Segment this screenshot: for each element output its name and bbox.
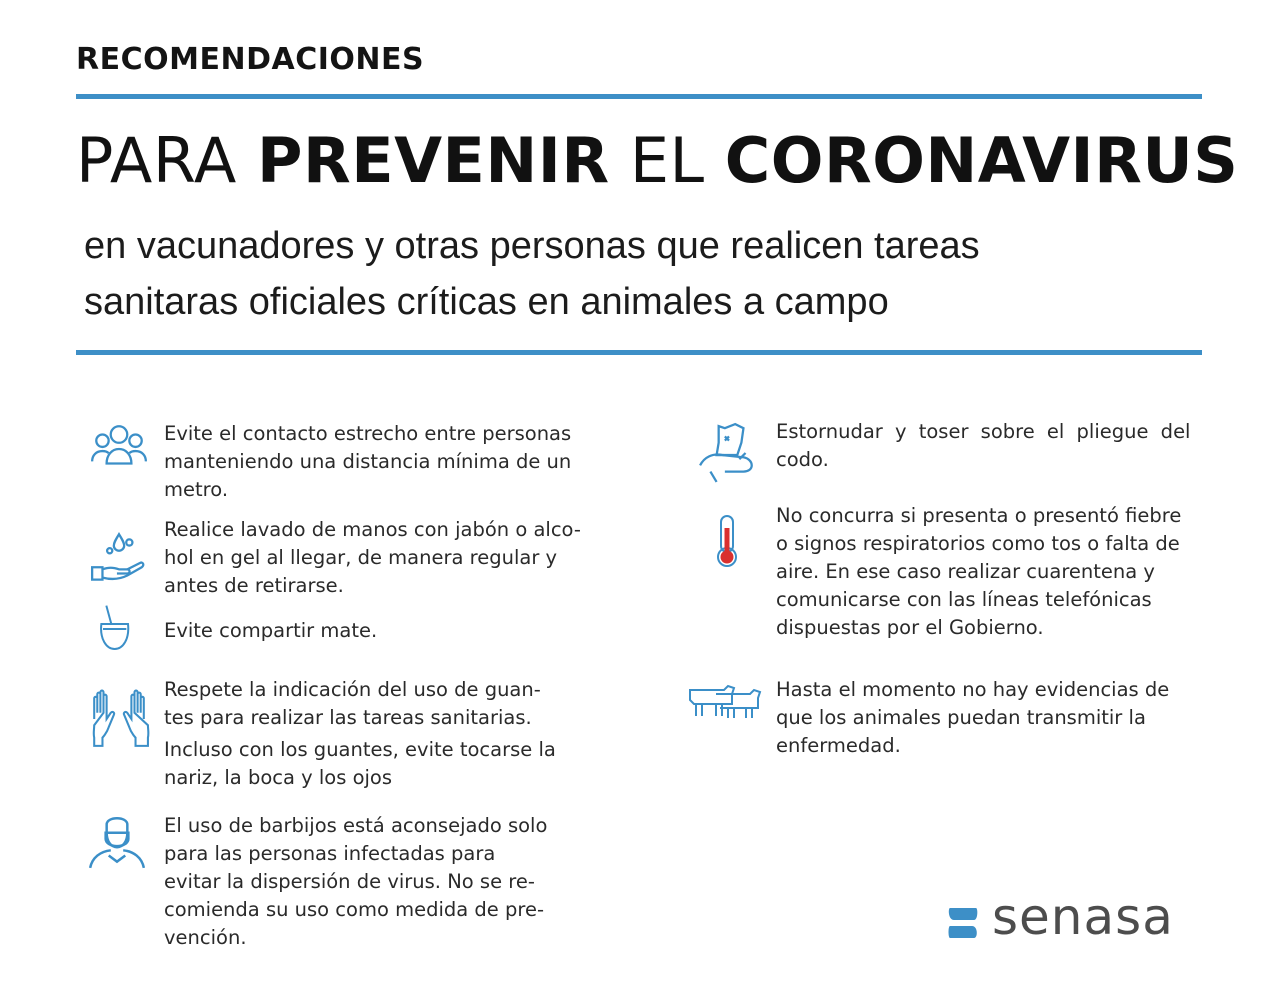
item-line: Estornudar y toser sobre el pliegue del (776, 420, 1191, 443)
item-line: nariz, la boca y los ojos (164, 766, 393, 789)
list-item (776, 502, 1181, 642)
list-item (164, 812, 547, 952)
item-line: enfermedad. (776, 734, 901, 757)
list-item (776, 676, 1169, 760)
item-line: o signos respiratorios como tos o falta de (776, 532, 1180, 555)
middle-divider (76, 350, 1202, 355)
item-line: tes para realizar las tareas sanitarias. (164, 706, 532, 729)
list-item-note (164, 736, 556, 792)
list-item (776, 418, 1190, 474)
item-line: Incluso con los guantes, evite tocarse la (164, 738, 556, 761)
item-line: Hasta el momento no hay evidencias de (776, 678, 1170, 701)
top-divider (76, 94, 1202, 99)
item-line: comienda su uso como medida de pre- (164, 898, 544, 921)
mate-cup-icon (92, 604, 144, 654)
item-line: vención. (164, 926, 247, 949)
item-line: comunicarse con las líneas telefónicas (776, 588, 1152, 611)
headline-part-3: EL (609, 124, 725, 197)
item-line: manteniendo una distancia mínima de un (164, 450, 572, 473)
senasa-logo-icon (946, 906, 980, 940)
item-line: Respete la indicación del uso de guan- (164, 678, 541, 701)
kicker-title: RECOMENDACIONES (76, 42, 425, 77)
headline-part-1: PARA (76, 124, 258, 197)
people-group-icon (88, 418, 150, 480)
cattle-icon (686, 680, 766, 720)
item-line: aire. En ese caso realizar cuarentena y (776, 560, 1155, 583)
item-line: Realice lavado de manos con jabón o alco- (164, 518, 581, 541)
subtitle-line: sanitaras oficiales críticas en animales a campo (84, 281, 889, 323)
sneeze-elbow-icon (698, 422, 760, 484)
subtitle (84, 218, 980, 330)
headline (76, 122, 1238, 200)
item-line: para las personas infectadas para (164, 842, 496, 865)
item-line: Evite compartir mate. (164, 619, 378, 642)
senasa-logo-text: senasa (992, 888, 1174, 946)
headline-part-2: PREVENIR (257, 124, 610, 197)
item-line: antes de retirarse. (164, 574, 344, 597)
headline-part-4: CORONAVIRUS (724, 124, 1239, 197)
gloves-icon (88, 688, 150, 750)
face-mask-icon (86, 810, 148, 872)
subtitle-line: en vacunadores y otras personas que realicen tareas (84, 225, 980, 267)
item-line: Evite el contacto estrecho entre personas (164, 422, 572, 445)
list-item (164, 676, 541, 732)
list-item (164, 516, 581, 600)
item-line: metro. (164, 478, 229, 501)
hand-washing-icon (88, 528, 150, 590)
item-line: El uso de barbijos está aconsejado solo (164, 814, 548, 837)
item-line: No concurra si presenta o presentó fiebre (776, 504, 1182, 527)
item-line: dispuestas por el Gobierno. (776, 616, 1044, 639)
thermometer-icon (712, 514, 742, 568)
item-line: evitar la dispersión de virus. No se re- (164, 870, 535, 893)
item-line: que los animales puedan transmitir la (776, 706, 1146, 729)
list-item (164, 617, 377, 645)
item-line: hol en gel al llegar, de manera regular y (164, 546, 558, 569)
item-line: codo. (776, 448, 829, 471)
list-item (164, 420, 571, 504)
